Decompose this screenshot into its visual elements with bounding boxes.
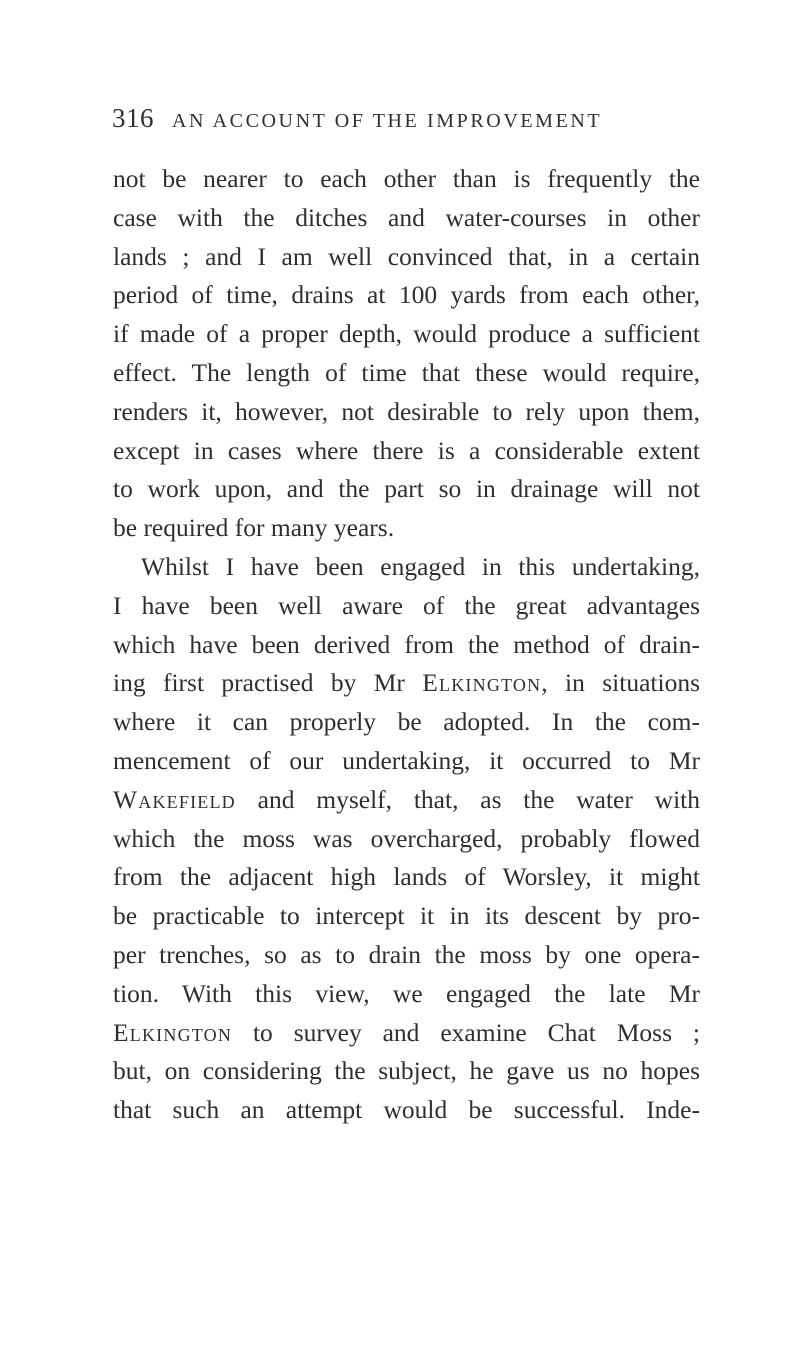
text-line: period of time, drains at 100 yards from each other, bbox=[113, 280, 700, 310]
text-line: mencement of our undertaking, it occurred to Mr bbox=[113, 745, 700, 775]
text-segment: to survey and examine Chat Moss ; bbox=[232, 1017, 700, 1047]
text-line bbox=[113, 781, 700, 820]
running-head bbox=[112, 103, 712, 137]
running-head-title: AN ACCOUNT OF THE IMPROVEMENT bbox=[172, 110, 603, 132]
text-segment: and myself, that, as the water with bbox=[235, 784, 700, 814]
text-line: not be nearer to each other than is frequently the bbox=[113, 164, 700, 193]
text-line: Whilst I have been engaged in this undertaking, bbox=[141, 551, 700, 581]
small-caps-name: Wakefield bbox=[113, 784, 236, 814]
text-line: lands ; and I am well convinced that, in a certain bbox=[113, 241, 700, 271]
text-line: to work upon, and the part so in drainage will not bbox=[113, 474, 700, 504]
text-line bbox=[113, 1014, 700, 1053]
text-line: renders it, however, not desirable to rely upon them, bbox=[113, 396, 700, 426]
text-line: be practicable to intercept it in its descent by pro- bbox=[113, 901, 700, 931]
text-line: which have been derived from the method of drain- bbox=[113, 629, 700, 659]
text-line: effect. The length of time that these would require, bbox=[113, 357, 700, 387]
text-segment: , in situations bbox=[541, 668, 700, 698]
text-line: if made of a proper depth, would produce a sufficient bbox=[113, 319, 700, 349]
text-line bbox=[113, 664, 700, 703]
text-line: case with the ditches and water-courses in other bbox=[113, 202, 700, 232]
text-line: from the adjacent high lands of Worsley, it might bbox=[113, 862, 700, 892]
page-number: 316 bbox=[112, 103, 154, 133]
text-line: be required for many years. bbox=[113, 513, 395, 543]
text-line: tion. With this view, we engaged the late Mr bbox=[113, 978, 700, 1008]
text-line: per trenches, so as to drain the moss by one opera- bbox=[113, 939, 700, 969]
text-line: which the moss was overcharged, probably flowed bbox=[113, 823, 700, 853]
small-caps-name: Elkington bbox=[113, 1017, 233, 1047]
text-line: but, on considering the subject, he gave us no hopes bbox=[113, 1056, 700, 1086]
text-line: that such an attempt would be successful. Inde- bbox=[113, 1095, 700, 1125]
small-caps-name: Elkington bbox=[422, 668, 542, 698]
body-text bbox=[113, 160, 700, 1130]
text-line: where it can properly be adopted. In the com- bbox=[113, 707, 700, 737]
text-line: except in cases where there is a considerable extent bbox=[113, 435, 700, 465]
text-line: I have been well aware of the great advantages bbox=[113, 590, 700, 620]
text-segment: ing first practised by Mr bbox=[113, 668, 423, 698]
